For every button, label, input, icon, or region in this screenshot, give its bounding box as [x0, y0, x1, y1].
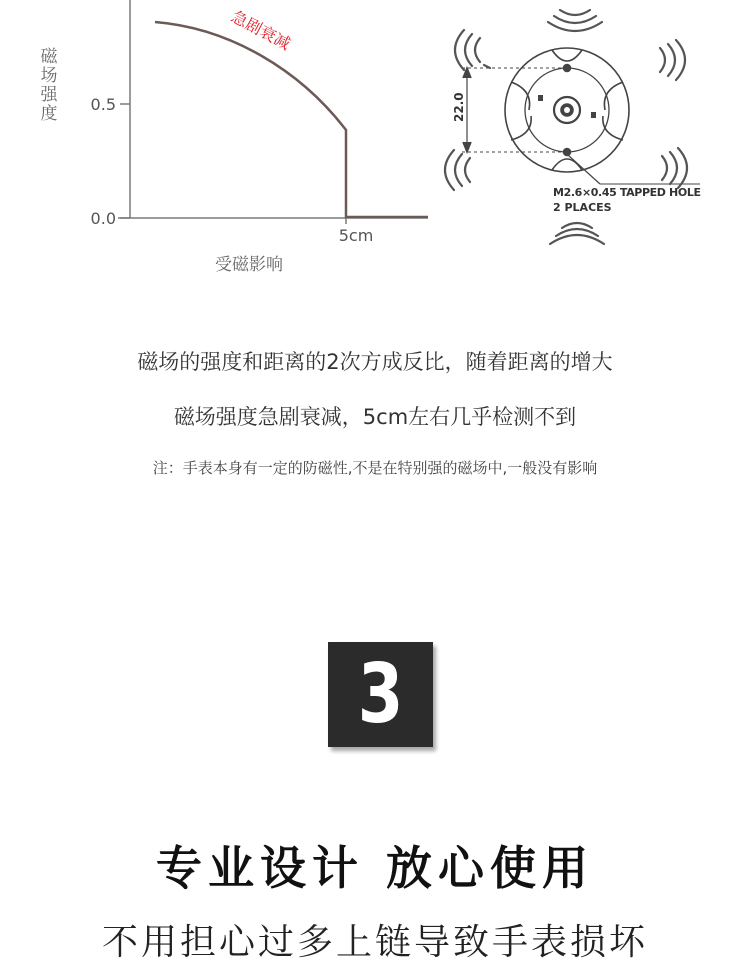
mark-left [538, 95, 543, 101]
notch-right-bottom [603, 116, 623, 140]
motor-diagram [462, 48, 700, 184]
center-hub-core [564, 107, 570, 113]
section-number-badge [328, 642, 433, 747]
decay-annotation: 急剧衰减 [228, 6, 294, 54]
notch-bottom [552, 159, 582, 170]
notch-top [552, 50, 582, 61]
decay-curve [155, 22, 428, 217]
note-text: 注：手表本身有一定的防磁性,不是在特别强的磁场中,一般没有影响 [152, 459, 598, 477]
wave-icon-top-right [660, 40, 685, 80]
wave-icon-bottom-right [662, 148, 687, 188]
section-number: 3 [357, 646, 404, 742]
callout-line-1: M2.6×0.45 TAPPED HOLE [553, 186, 701, 199]
description-line-2: 磁场强度急剧衰减，5cm左右几乎检测不到 [173, 405, 577, 429]
wave-icon-top [548, 10, 602, 31]
section-subline: 不用担心过多上链导致手表损坏 [101, 922, 648, 963]
notch-left-bottom [511, 116, 531, 140]
y-tick-label-00: 0.0 [90, 209, 116, 228]
mark-right [591, 112, 596, 118]
y-axis-label: 磁场强度 [40, 47, 58, 124]
description-line-1: 磁场的强度和距离的2次方成反比，随着距离的增大 [137, 350, 613, 374]
magnetic-chart-and-diagram [0, 0, 750, 300]
x-tick-label-5cm: 5cm [338, 226, 374, 245]
x-axis-label: 受磁影响 [215, 255, 283, 275]
wave-icon-top-left [455, 30, 490, 70]
wave-icon-bottom [550, 223, 604, 244]
dim-arrow-bottom [463, 142, 471, 152]
callout-leader [568, 155, 600, 184]
wave-icon-bottom-left [445, 150, 470, 190]
dimension-label: 22.0 [452, 92, 466, 122]
y-tick-label-05: 0.5 [90, 95, 116, 114]
callout-line-2: 2 PLACES [553, 201, 612, 214]
section-headline: 专业设计 放心使用 [155, 841, 594, 895]
